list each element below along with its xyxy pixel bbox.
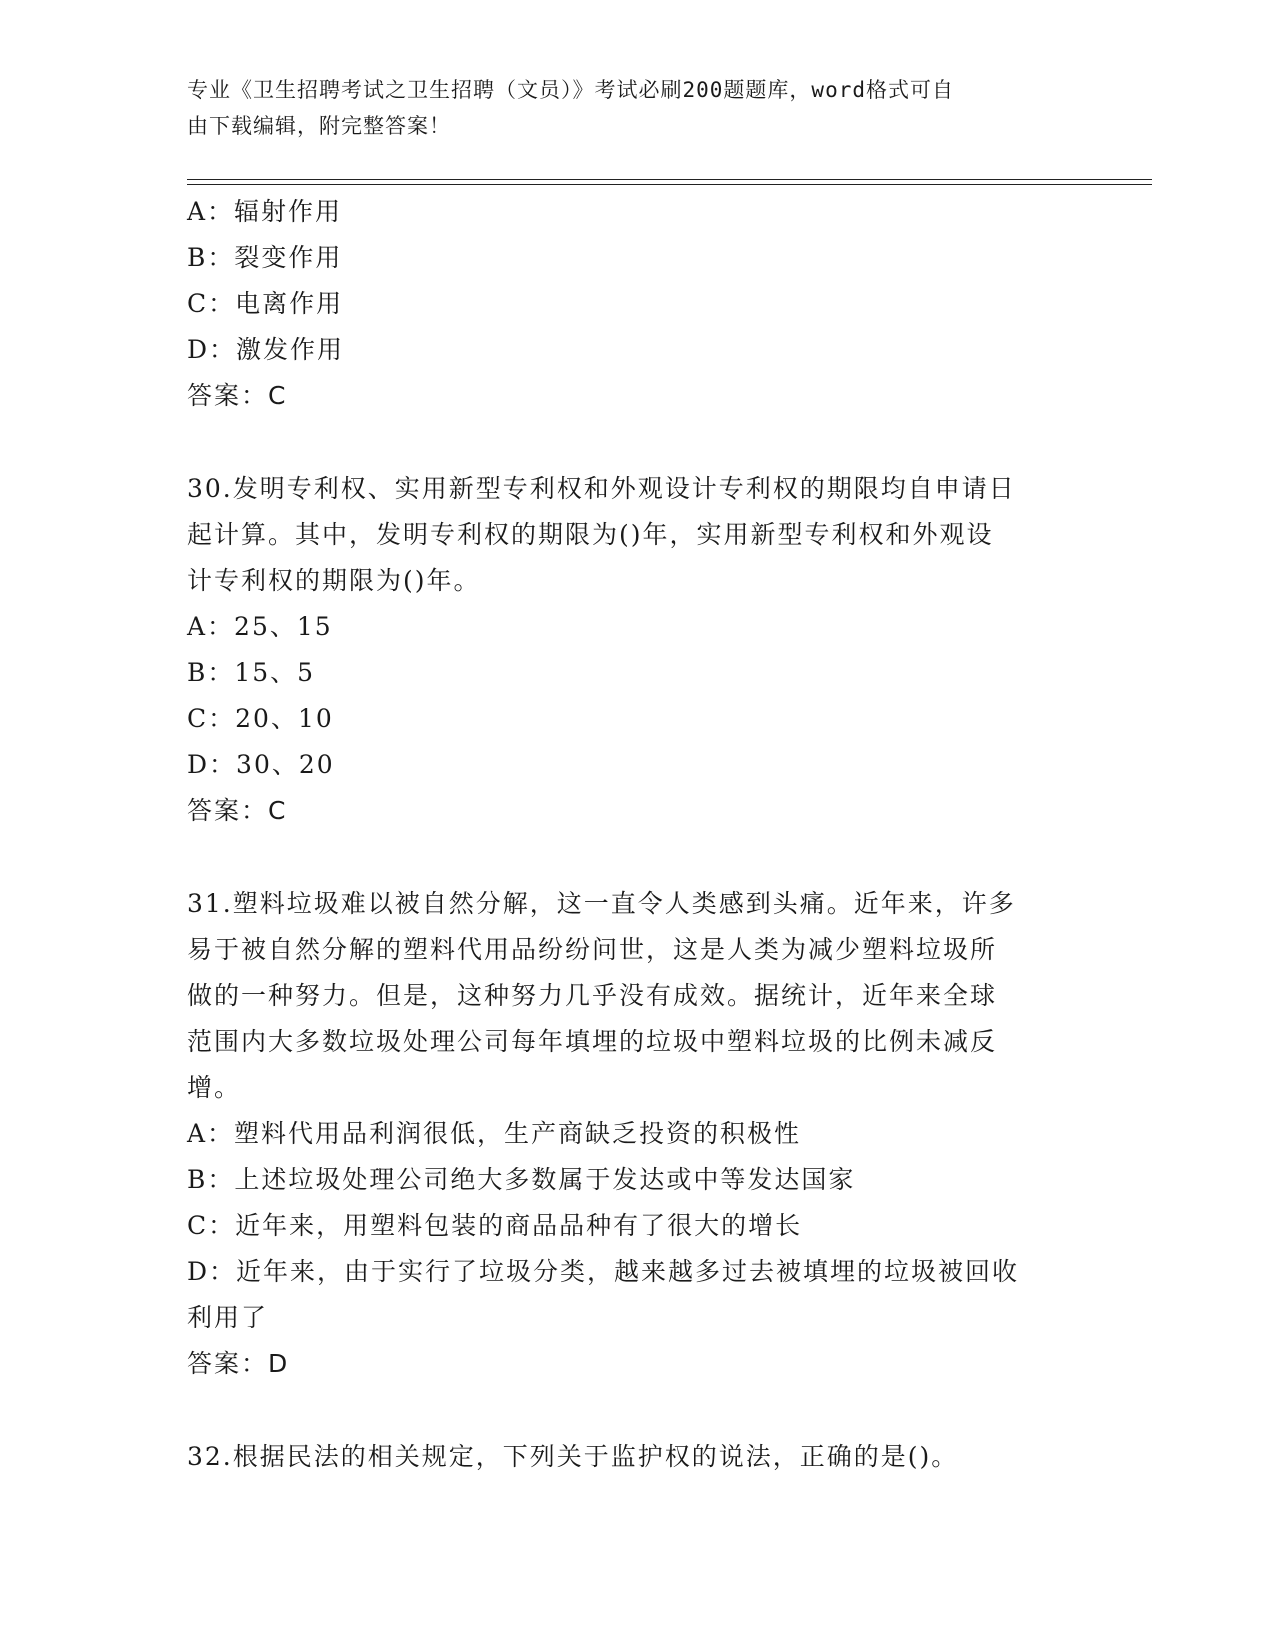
question-text-line: 31.塑料垃圾难以被自然分解，这一直令人类感到头痛。近年来，许多 xyxy=(187,889,1016,918)
question-text-line: 范围内大多数垃圾处理公司每年填埋的垃圾中塑料垃圾的比例未减反 xyxy=(187,1027,998,1056)
option-b: B：裂变作用 xyxy=(187,243,343,272)
option-a: A：塑料代用品利润很低，生产商缺乏投资的积极性 xyxy=(187,1119,802,1148)
answer: 答案：C xyxy=(187,381,288,410)
question-30 xyxy=(187,466,1087,834)
option-a: A：25、15 xyxy=(187,612,333,641)
option-d-continued: 利用了 xyxy=(187,1303,269,1332)
option-c: C：20、10 xyxy=(187,704,334,733)
question-list xyxy=(187,189,1087,1480)
option-d: D：近年来，由于实行了垃圾分类，越来越多过去被填埋的垃圾被回收 xyxy=(187,1257,1020,1286)
question-text-line: 计专利权的期限为()年。 xyxy=(187,566,481,595)
question-text-line: 32.根据民法的相关规定，下列关于监护权的说法，正确的是()。 xyxy=(187,1442,959,1471)
header-divider-bottom xyxy=(187,184,1152,185)
answer: 答案：C xyxy=(187,796,288,825)
question-31 xyxy=(187,881,1087,1387)
question-text-line: 30.发明专利权、实用新型专利权和外观设计专利权的期限均自申请日 xyxy=(187,474,1016,503)
question-text-line: 做的一种努力。但是，这种努力几乎没有成效。据统计，近年来全球 xyxy=(187,981,998,1010)
header-line-1: 专业《卫生招聘考试之卫生招聘（文员）》考试必刷200题题库，word格式可自 xyxy=(187,78,954,102)
answer: 答案：D xyxy=(187,1349,290,1378)
header-line-2: 由下载编辑，附完整答案！ xyxy=(187,114,451,138)
question-text-line: 起计算。其中，发明专利权的期限为()年，实用新型专利权和外观设 xyxy=(187,520,994,549)
question-32 xyxy=(187,1434,1087,1480)
option-b: B：上述垃圾处理公司绝大多数属于发达或中等发达国家 xyxy=(187,1165,856,1194)
document-header xyxy=(187,72,1067,144)
option-d: D：激发作用 xyxy=(187,335,345,364)
option-a: A：辐射作用 xyxy=(187,197,343,226)
option-b: B：15、5 xyxy=(187,658,316,687)
option-c: C：近年来，用塑料包装的商品品种有了很大的增长 xyxy=(187,1211,803,1240)
header-divider-top xyxy=(187,179,1152,180)
option-c: C：电离作用 xyxy=(187,289,344,318)
question-29 xyxy=(187,189,1087,419)
question-text-line: 易于被自然分解的塑料代用品纷纷问世，这是人类为减少塑料垃圾所 xyxy=(187,935,998,964)
question-text-line: 增。 xyxy=(187,1073,242,1102)
option-d: D：30、20 xyxy=(187,750,335,779)
